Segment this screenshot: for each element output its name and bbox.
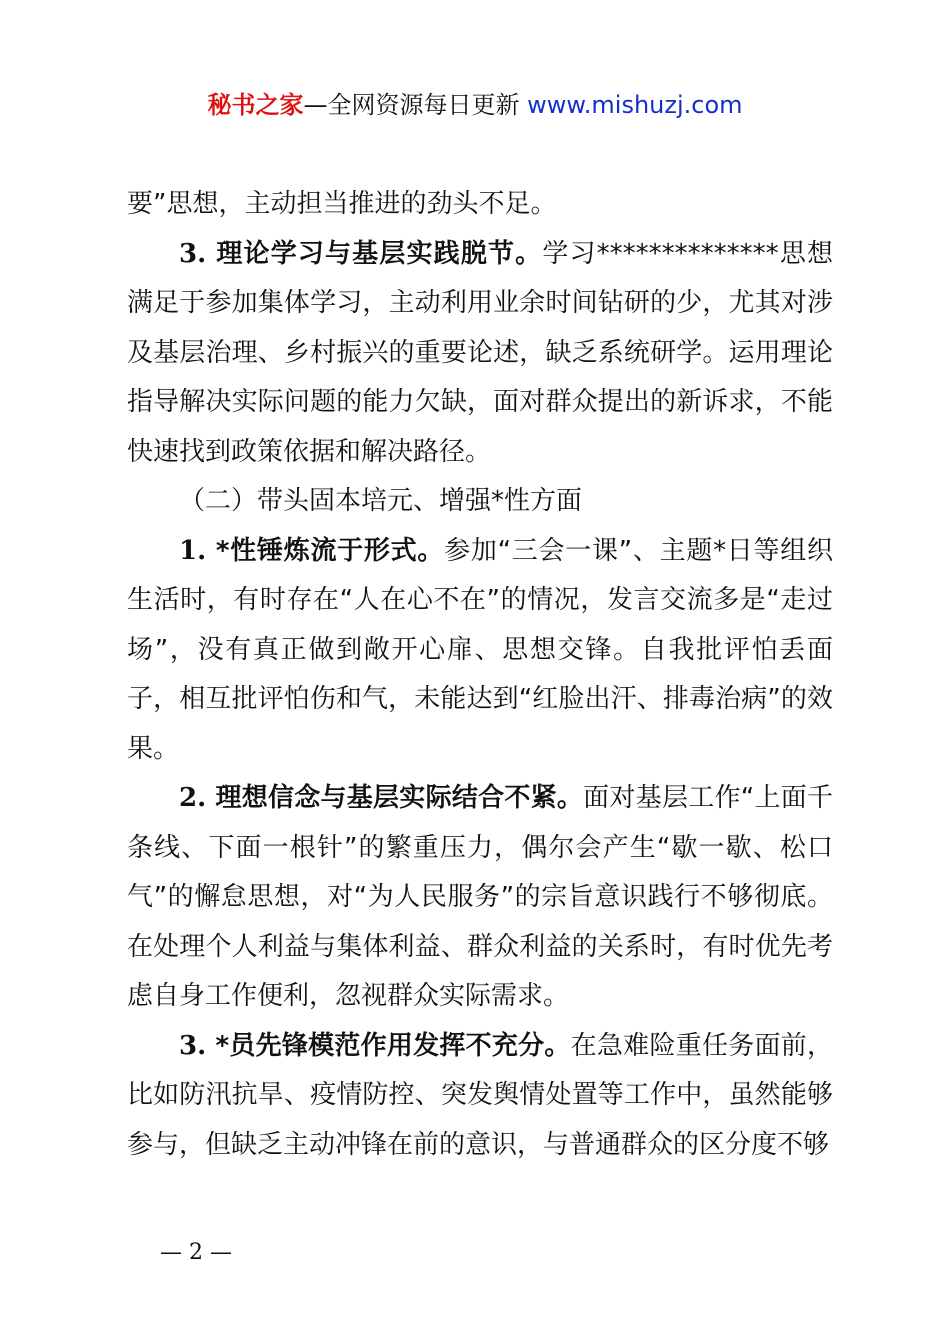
page-number: — 2 — [160,1240,232,1265]
paragraph-text: 在急难险重任务面前，比如防汛抗旱、疫情防控、突发舆情处置等工作中，虽然能够参与，但缺乏主动冲锋在前的意识，与普通群众的区分度不够 [127,1030,833,1160]
heading-text: *性锤炼流于形式。 [206,535,445,566]
heading-text: 理论学习与基层实践脱节。 [206,238,543,269]
paragraph-heading [179,1031,571,1061]
paragraph-heading [179,536,444,566]
paragraph-continuation [127,180,833,230]
paragraph-text: 参加“三会一课”、主题*日等组织生活时，有时存在“人在心不在”的情况，发言交流多是“走过场”，没有真正做到敞开心扉、思想交锋。自我批评怕丢面子，相互批评怕伤和气，未能达到“红脸出汗、排毒治病”的效果。 [127,535,833,764]
paragraph-ideals [127,774,833,1022]
paragraph-vanguard [127,1022,833,1171]
section-heading [127,477,833,527]
heading-number: 2. [179,783,207,813]
paragraph-formality [127,527,833,775]
paragraph-heading [179,239,542,269]
header-url-link[interactable]: www.mishuzj.com [527,91,743,119]
paragraph-heading [179,783,583,813]
heading-number: 3. [179,1030,207,1061]
site-header [0,88,950,122]
heading-text: *员先锋模范作用发挥不充分。 [206,1030,571,1061]
paragraph-text: 学习**************思想满足于参加集体学习，主动利用业余时间钻研的少，尤其对涉及基层治理、乡村振兴的重要论述，缺乏系统研学。运用理论指导解决实际问题的能力欠缺，面对群众提出的新诉求，不能快速找到政策依据和解决路径。 [127,238,833,467]
paragraph-text: 要”思想，主动担当推进的劲头不足。 [127,189,557,219]
heading-number: 3. [179,238,207,269]
section-heading-text: （二）带头固本培元、增强*性方面 [179,486,583,516]
heading-number: 1. [179,535,207,566]
document-body [127,180,833,1170]
heading-text: 理想信念与基层实际结合不紧。 [206,783,584,813]
paragraph-text: 面对基层工作“上面千条线、下面一根针”的繁重压力，偶尔会产生“歇一歇、松口气”的懈怠思想，对“为人民服务”的宗旨意识践行不够彻底。在处理个人利益与集体利益、群众利益的关系时，有时优先考虑自身工作便利，忽视群众实际需求。 [127,783,833,1011]
header-brand: 秘书之家 [207,91,304,119]
paragraph-theory-practice [127,230,833,478]
header-slogan: —全网资源每日更新 [303,91,528,119]
